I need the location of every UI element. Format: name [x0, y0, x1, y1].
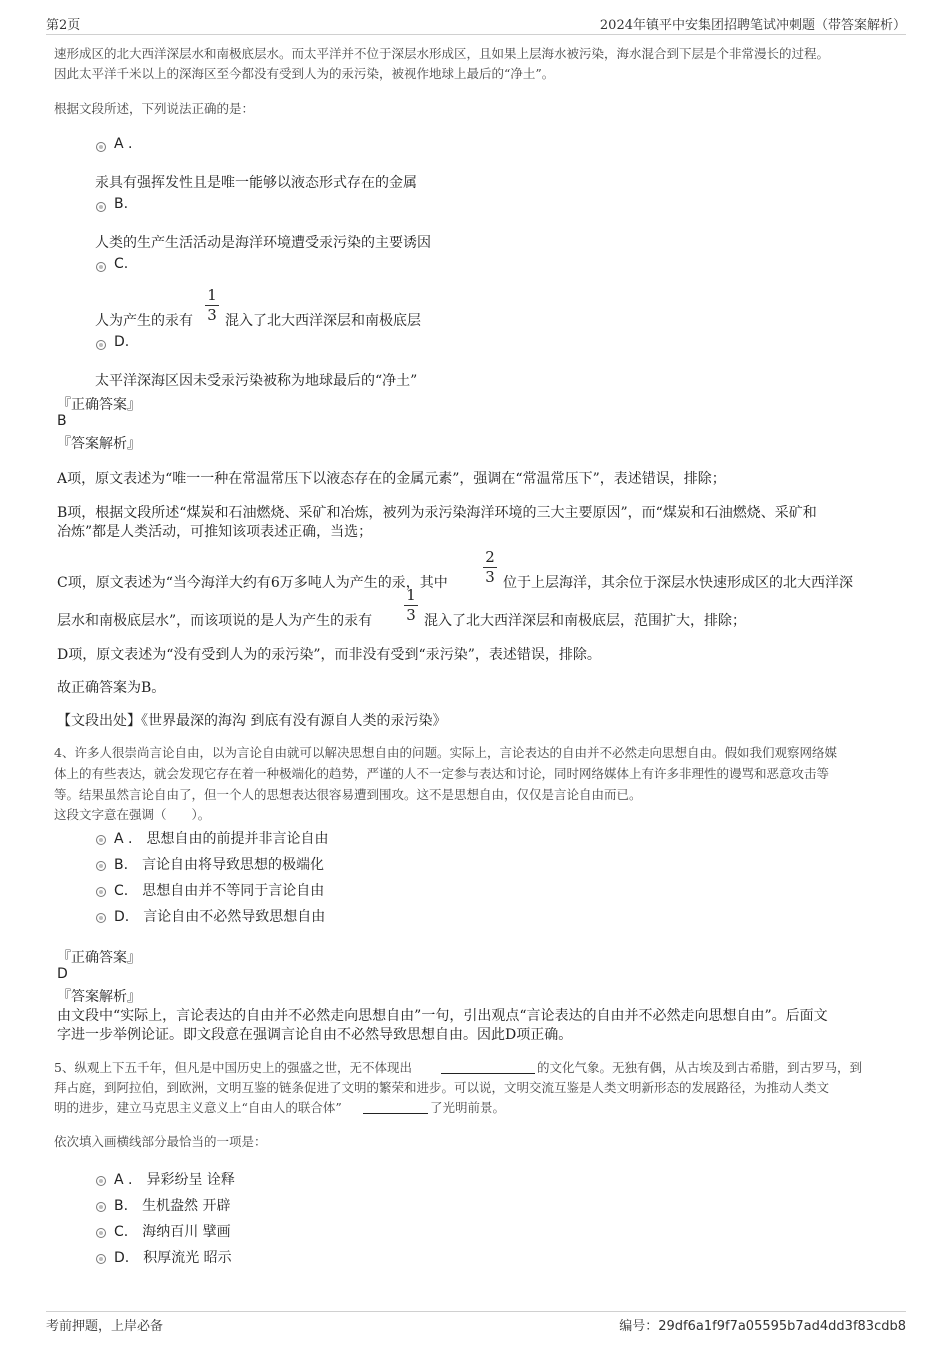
fraction-numerator: 1	[406, 586, 416, 604]
q5-option-d[interactable]	[114, 1247, 232, 1267]
document-title: 2024年镇平中安集团招聘笔试冲刺题（带答案解析）	[599, 18, 906, 33]
q4-stem-line-3: 等。结果虽然言论自由了，但一个人的思想表达很容易遭到围攻。这不是思想自由，仅仅是言论自由而已。	[54, 787, 642, 802]
q5-blank-1	[441, 1073, 535, 1074]
q3-answer-label: 『正确答案』	[57, 397, 141, 413]
q3-answer: B	[57, 413, 67, 429]
q3-option-d-text: 太平洋深海区因未受汞污染被称为地球最后的“净土”	[95, 373, 418, 389]
q5-stem-line-3-before: 明的进步，建立马克思主义意义上“自由人的联合体”	[54, 1100, 342, 1115]
q4-option-b[interactable]	[114, 854, 324, 874]
q5-option-a[interactable]	[114, 1169, 235, 1189]
q3-prompt: 根据文段所述，下列说法正确的是：	[54, 101, 255, 116]
q3-option-a-text: 汞具有强挥发性且是唯一能够以液态形式存在的金属	[95, 175, 417, 191]
q4-analysis-line-1: 由文段中“实际上，言论表达的自由并不必然走向思想自由”一句，引出观点“言论表达的自由并不必然走向思想自由”。后面文	[57, 1008, 828, 1024]
q3-option-c-radio[interactable]	[96, 262, 106, 272]
q3-passage-line-2: 因此太平洋千米以上的深海区至今都没有受到人为的汞污染，被视作地球上最后的“净土”。	[54, 66, 555, 81]
q4-stem-line-1: 4、许多人很崇尚言论自由，以为言论自由就可以解决思想自由的问题。实际上，言论表达的自由并不必然走向思想自由。假如我们观察网络媒	[54, 745, 837, 760]
q5-prompt: 依次填入画横线部分最恰当的一项是：	[54, 1134, 267, 1149]
q4-option-a-letter: A .	[114, 831, 133, 847]
q3-option-c-letter[interactable]: C.	[114, 256, 129, 272]
q4-answer: D	[57, 966, 68, 982]
q3-option-d-letter[interactable]: D.	[114, 334, 130, 350]
q5-option-d-letter: D.	[114, 1250, 130, 1266]
q3-option-a-radio[interactable]	[96, 142, 106, 152]
q3-analysis-d: D项，原文表述为“没有受到人为的汞污染”，而非没有受到“汞污染”，表述错误，排除。	[57, 647, 601, 663]
q5-option-c-text: 海纳百川 擘画	[142, 1224, 231, 1240]
q5-option-b[interactable]	[114, 1195, 231, 1215]
q4-option-c-letter: C.	[114, 883, 129, 899]
q3-analysis-b-line-1: B项，根据文段所述“煤炭和石油燃烧、采矿和冶炼，被列为汞污染海洋环境的三大主要原因”，而“煤炭和石油燃烧、采矿和	[57, 505, 817, 521]
q3-source: 【文段出处】《世界最深的海沟 到底有没有源自人类的汞污染》	[57, 713, 447, 729]
q4-option-b-text: 言论自由将导致思想的极端化	[142, 857, 325, 873]
q3-option-c-fraction	[205, 287, 219, 324]
q4-option-d-letter: D.	[114, 909, 130, 925]
footer-divider	[46, 1311, 906, 1312]
q4-analysis-line-2: 字进一步举例论证。即文段意在强调言论自由不必然导致思想自由。因此D项正确。	[57, 1027, 573, 1043]
q4-analysis-label: 『答案解析』	[57, 989, 141, 1005]
q4-option-c-text: 思想自由并不等同于言论自由	[142, 883, 325, 899]
q5-option-b-letter: B.	[114, 1198, 129, 1214]
q4-option-b-radio[interactable]	[96, 861, 106, 871]
q4-stem-line-4: 这段文字意在强调（ ）。	[54, 807, 211, 822]
q5-stem-line-1-before: 5、纵观上下五千年，但凡是中国历史上的强盛之世，无不体现出	[54, 1060, 412, 1075]
footer-code-label: 编号：	[619, 1319, 659, 1334]
q5-stem-line-1-after: 的文化气象。无独有偶，从古埃及到古希腊，到古罗马，到	[537, 1060, 863, 1075]
q5-stem-line-3-after: 了光明前景。	[430, 1100, 506, 1115]
q5-option-a-radio[interactable]	[96, 1176, 106, 1186]
q5-blank-2	[363, 1113, 428, 1114]
q3-analysis-c-line-2-before: 层水和南极底层水”，而该项说的是人为产生的汞有	[57, 613, 373, 629]
footer-code-value: 29df6a1f9f7a05595b7ad4dd3f83cdb8	[658, 1319, 906, 1334]
q4-answer-label: 『正确答案』	[57, 950, 141, 966]
q5-option-b-radio[interactable]	[96, 1202, 106, 1212]
q3-option-a-letter[interactable]: A .	[114, 136, 133, 152]
footer-slogan: 考前押题，上岸必备	[46, 1319, 164, 1334]
q3-option-c-text-after: 混入了北大西洋深层和南极底层	[225, 313, 421, 329]
page-number: 第2页	[46, 18, 81, 33]
q3-analysis-c-line-1-before: C项，原文表述为“当今海洋大约有6万多吨人为产生的汞，其中	[57, 575, 448, 591]
fraction-denominator: 3	[207, 306, 217, 324]
q3-option-c-text-before: 人为产生的汞有	[95, 313, 193, 329]
q5-option-a-text: 异彩纷呈 诠释	[146, 1172, 235, 1188]
header-divider	[46, 34, 906, 35]
q5-option-d-text: 积厚流光 昭示	[143, 1250, 232, 1266]
footer-code	[619, 1315, 906, 1334]
q4-option-b-letter: B.	[114, 857, 129, 873]
q4-stem-line-2: 体上的有些表达，就会发现它存在着一种极端化的趋势，严谨的人不一定参与表达和讨论，同时网络媒体上有许多非理性的谩骂和恶意攻击等	[54, 766, 830, 781]
q4-option-a-text: 思想自由的前提并非言论自由	[146, 831, 329, 847]
q5-option-a-letter: A .	[114, 1172, 133, 1188]
q3-option-b-radio[interactable]	[96, 202, 106, 212]
q3-conclusion: 故正确答案为B。	[57, 680, 166, 696]
q3-passage-line-1: 速形成区的北大西洋深层水和南极底层水。而太平洋并不位于深层水形成区，且如果上层海水被污染，海水混合到下层是个非常漫长的过程。	[54, 46, 830, 61]
q4-option-d-radio[interactable]	[96, 913, 106, 923]
q3-analysis-c-line-1-after: 位于上层海洋，其余位于深层水快速形成区的北大西洋深	[503, 575, 853, 591]
q3-option-d-radio[interactable]	[96, 340, 106, 350]
q4-option-a[interactable]	[114, 828, 328, 848]
q5-option-b-text: 生机盎然 开辟	[142, 1198, 231, 1214]
q4-option-d[interactable]	[114, 906, 325, 926]
q4-option-d-text: 言论自由不必然导致思想自由	[143, 909, 326, 925]
q4-option-a-radio[interactable]	[96, 835, 106, 845]
q5-option-c[interactable]	[114, 1221, 231, 1241]
q5-option-c-letter: C.	[114, 1224, 129, 1240]
q3-analysis-label: 『答案解析』	[57, 436, 141, 452]
q3-analysis-c-line-2-after: 混入了北大西洋深层和南极底层，范围扩大，排除；	[424, 613, 746, 629]
q3-analysis-b-line-2: 冶炼”都是人类活动，可推知该项表述正确，当选；	[57, 524, 373, 540]
q5-stem-line-2: 拜占庭，到阿拉伯，到欧洲，文明互鉴的链条促进了文明的繁荣和进步。可以说，文明交流互鉴是人类文明新形态的发展路径，为推动人类文	[54, 1080, 830, 1095]
q3-analysis-c-fraction-2	[404, 587, 418, 624]
q5-option-c-radio[interactable]	[96, 1228, 106, 1238]
fraction-denominator: 3	[485, 568, 495, 586]
q4-option-c[interactable]	[114, 880, 324, 900]
q3-analysis-c-fraction-1	[483, 549, 497, 586]
fraction-numerator: 2	[485, 548, 495, 566]
fraction-numerator: 1	[207, 286, 217, 304]
q5-option-d-radio[interactable]	[96, 1254, 106, 1264]
q3-option-b-text: 人类的生产生活活动是海洋环境遭受汞污染的主要诱因	[95, 235, 431, 251]
q3-option-b-letter[interactable]: B.	[114, 196, 129, 212]
q4-option-c-radio[interactable]	[96, 887, 106, 897]
q3-analysis-a: A项，原文表述为“唯一一种在常温常压下以液态存在的金属元素”，强调在“常温常压下”，表述错误，排除；	[57, 471, 726, 487]
fraction-denominator: 3	[406, 606, 416, 624]
